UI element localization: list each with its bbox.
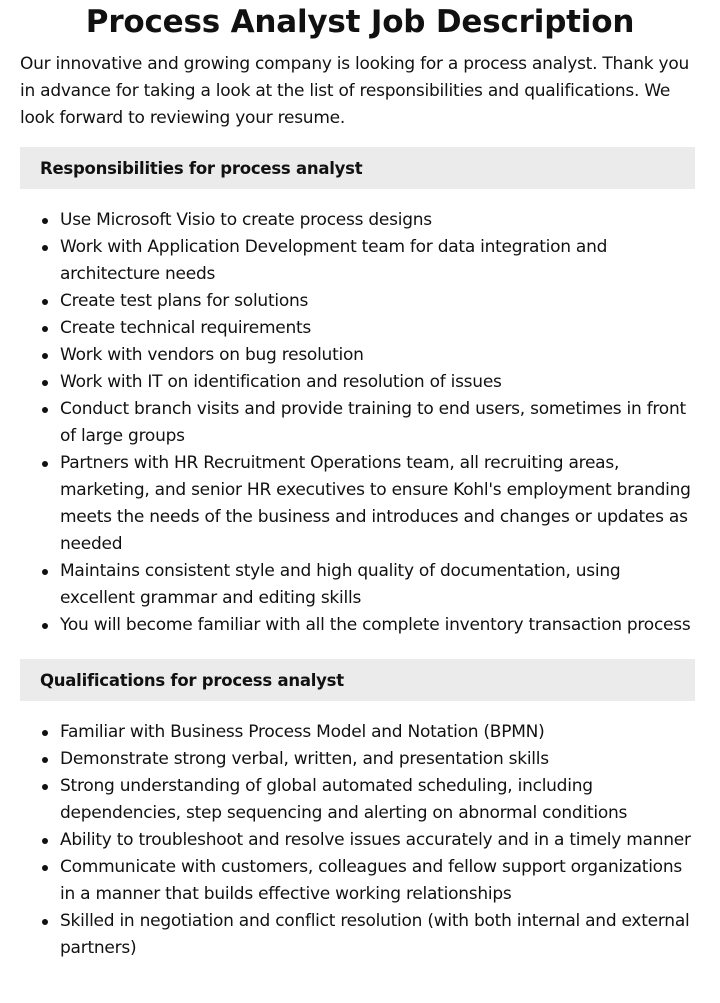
responsibility-item: Maintains consistent style and high quality of documentation, using excellent grammar and editing skills [60, 558, 700, 612]
responsibilities-list [20, 207, 700, 639]
responsibility-item: Create test plans for solutions [60, 288, 700, 315]
responsibility-item: Work with IT on identification and resolution of issues [60, 369, 700, 396]
qualifications-heading: Qualifications for process analyst [20, 659, 695, 701]
responsibility-item: You will become familiar with all the complete inventory transaction process [60, 612, 700, 639]
responsibility-item: Work with Application Development team for data integration and architecture needs [60, 234, 700, 288]
responsibility-item: Create technical requirements [60, 315, 700, 342]
page-title: Process Analyst Job Description [85, 4, 635, 40]
responsibility-item: Work with vendors on bug resolution [60, 342, 700, 369]
qualification-item: Communicate with customers, colleagues and fellow support organizations in a manner that builds effective working relationships [60, 854, 700, 908]
responsibility-item: Use Microsoft Visio to create process designs [60, 207, 700, 234]
qualifications-list [20, 719, 700, 962]
qualification-item: Strong understanding of global automated scheduling, including dependencies, step sequencing and alerting on abnormal conditions [60, 773, 700, 827]
qualification-item: Skilled in negotiation and conflict resolution (with both internal and external partners) [60, 908, 700, 962]
qualification-item: Ability to troubleshoot and resolve issues accurately and in a timely manner [60, 827, 700, 854]
responsibility-item: Partners with HR Recruitment Operations team, all recruiting areas, marketing, and senior HR executives to ensure Kohl's employment branding meets the needs of the business and introduces and changes or updates as needed [60, 450, 700, 558]
qualification-item: Familiar with Business Process Model and Notation (BPMN) [60, 719, 700, 746]
responsibility-item: Conduct branch visits and provide training to end users, sometimes in front of large groups [60, 396, 700, 450]
qualification-item: Demonstrate strong verbal, written, and presentation skills [60, 746, 700, 773]
responsibilities-heading: Responsibilities for process analyst [20, 147, 695, 189]
intro-paragraph: Our innovative and growing company is looking for a process analyst. Thank you in advance for taking a look at the list of responsibilities and qualifications. We look forward to reviewing your resume. [20, 54, 689, 128]
